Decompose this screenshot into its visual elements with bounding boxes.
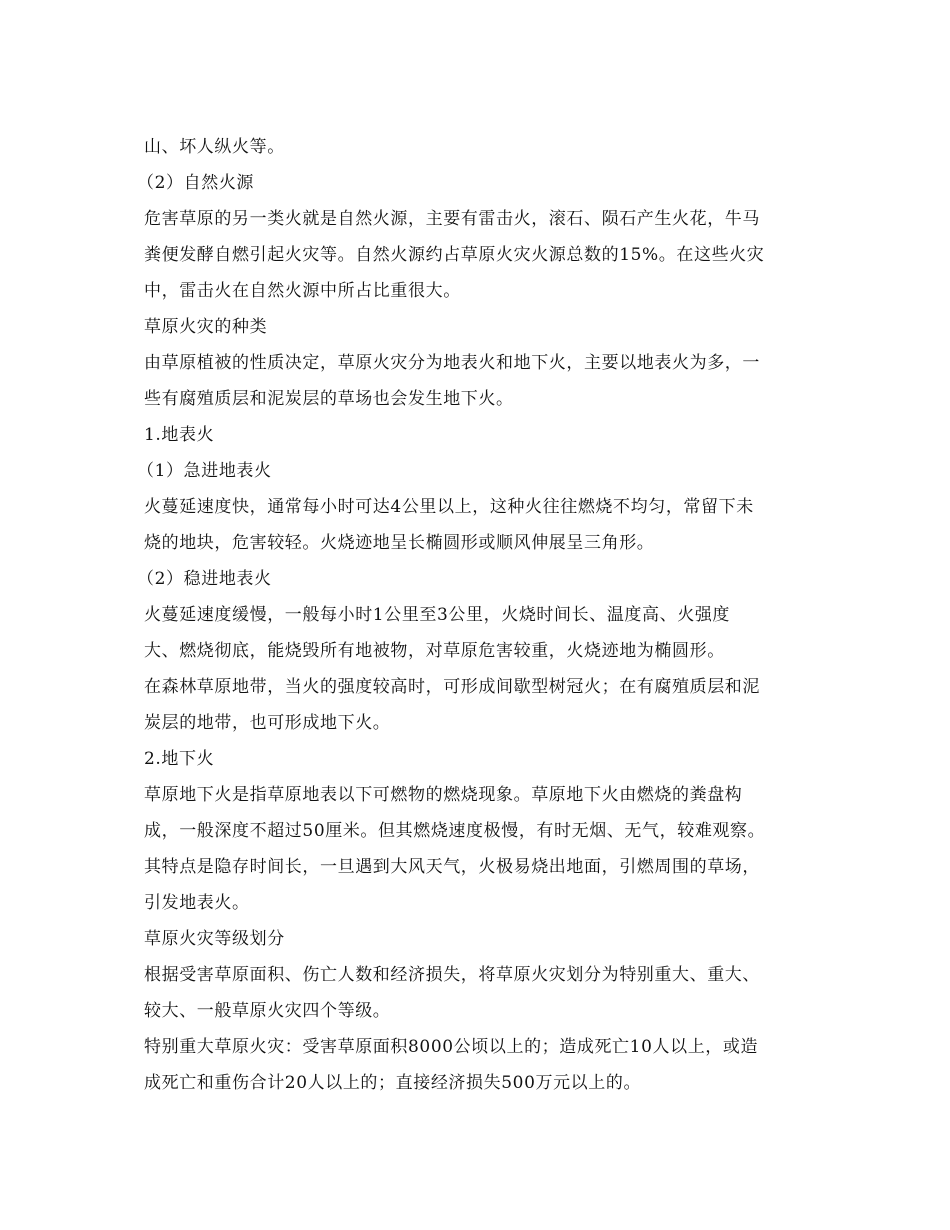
subheading-steady-surface-fire: （2）稳进地表火 <box>137 569 272 589</box>
text-line: 根据受害草原面积、伤亡人数和经济损失，将草原火灾划分为特别重大、重大、 <box>144 965 760 985</box>
text-line: 大、燃烧彻底，能烧毁所有地被物，对草原危害较重，火烧迹地为椭圆形。 <box>144 641 725 661</box>
text-line: 火蔓延速度快，通常每小时可达4公里以上，这种火往往燃烧不均匀，常留下未 <box>144 497 754 517</box>
text-line: 粪便发酵自燃引起火灾等。自然火源约占草原火灾火源总数的15%。在这些火灾 <box>144 245 765 265</box>
text-line: 危害草原的另一类火就是自然火源，主要有雷击火，滚石、陨石产生火花，牛马 <box>144 209 760 229</box>
text-line: 由草原植被的性质决定，草原火灾分为地表火和地下火，主要以地表火为多，一 <box>144 353 760 373</box>
heading-surface-fire: 1.地表火 <box>144 425 215 445</box>
text-line: 草原地下火是指草原地表以下可燃物的燃烧现象。草原地下火由燃烧的粪盘构 <box>144 785 743 805</box>
text-line: 成，一般深度不超过50厘米。但其燃烧速度极慢，有时无烟、无气，较难观察。 <box>144 821 766 841</box>
text-line: 引发地表火。 <box>144 893 250 913</box>
document-body <box>137 129 804 1101</box>
heading-ground-fire: 2.地下火 <box>144 749 215 769</box>
text-line: 成死亡和重伤合计20人以上的；直接经济损失500万元以上的。 <box>144 1073 642 1093</box>
subheading-natural-fire-source: （2）自然火源 <box>137 173 255 193</box>
text-line: 其特点是隐存时间长，一旦遇到大风天气，火极易烧出地面，引燃周围的草场， <box>144 857 760 877</box>
section-heading-fire-types: 草原火灾的种类 <box>144 317 268 337</box>
text-line: 火蔓延速度缓慢，一般每小时1公里至3公里，火烧时间长、温度高、火强度 <box>144 605 731 625</box>
section-heading-fire-grades: 草原火灾等级划分 <box>144 929 285 949</box>
text-line: 些有腐殖质层和泥炭层的草场也会发生地下火。 <box>144 389 514 409</box>
text-line: 在森林草原地带，当火的强度较高时，可形成间歇型树冠火；在有腐殖质层和泥 <box>144 677 760 697</box>
text-line: 较大、一般草原火灾四个等级。 <box>144 1001 391 1021</box>
text-line: 中，雷击火在自然火源中所占比重很大。 <box>144 281 461 301</box>
text-line: 炭层的地带，也可形成地下火。 <box>144 713 391 733</box>
subheading-rapid-surface-fire: （1）急进地表火 <box>137 461 272 481</box>
text-line: 烧的地块，危害较轻。火烧迹地呈长椭圆形或顺风伸展呈三角形。 <box>144 533 655 553</box>
text-line: 特别重大草原火灾：受害草原面积8000公顷以上的；造成死亡10人以上，或造 <box>144 1037 759 1057</box>
text-line: 山、坏人纵火等。 <box>144 137 285 157</box>
